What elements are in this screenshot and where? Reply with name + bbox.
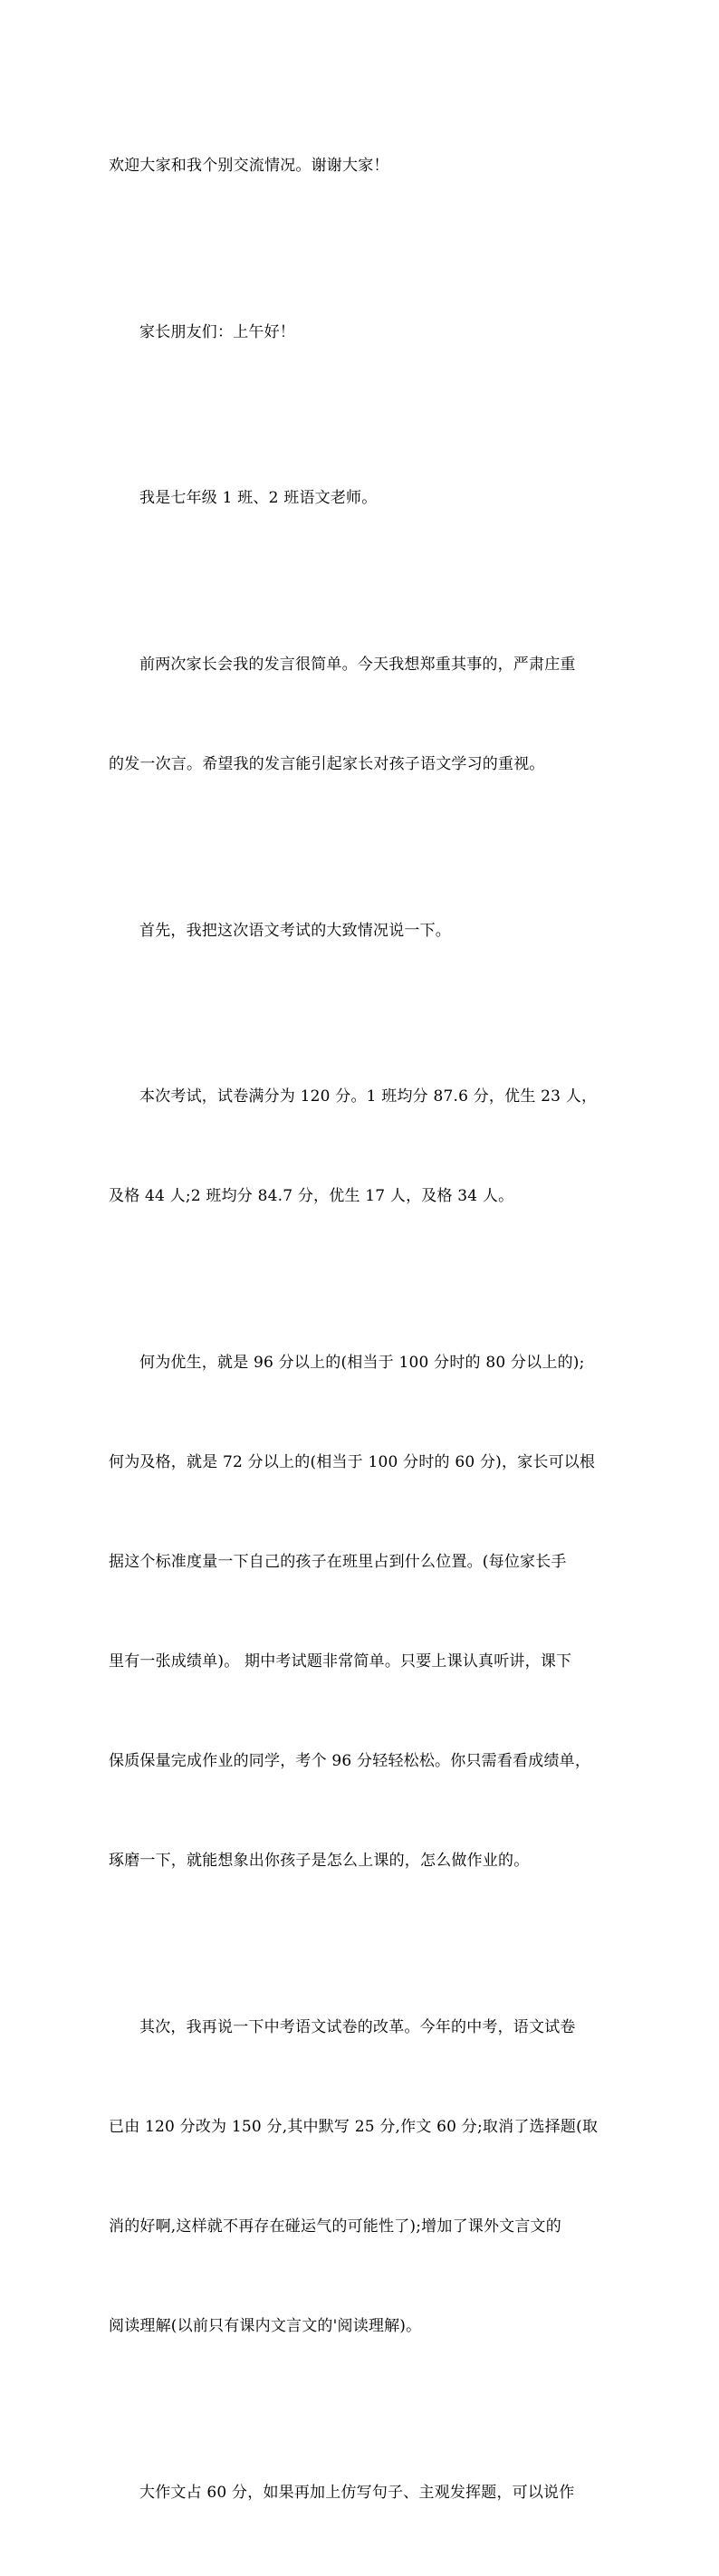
paragraph-closing [109,83,616,250]
paragraph-grade-standards [109,1279,616,1944]
paragraph-line: 里有一张成绩单)。 期中考试题非常简单。只要上课认真听讲，课下 [109,1652,572,1671]
paragraph-line: 已由 120 分改为 150 分,其中默写 25 分,作文 60 分;取消了选择题(取 [109,2117,599,2136]
paragraph-line: 琢磨一下，就能想象出你孩子是怎么上课的，怎么做作业的。 [109,1852,530,1871]
paragraph-reform [109,1944,616,2409]
paragraph-line: 何为优生，就是 96 分以上的(相当于 100 分时的 80 分以上的); [139,1353,585,1372]
document-body [109,83,616,2576]
paragraph-line: 消的好啊,这样就不再存在碰运气的可能性了);增加了课外文言文的 [109,2217,561,2236]
paragraph-exam-results [109,1014,616,1280]
paragraph-line: 据这个标准度量一下自己的孩子在班里占到什么位置。(每位家长手 [109,1552,567,1571]
paragraph-line: 阅读理解(以前只有课内文言文的'阅读理解)。 [109,2317,422,2336]
paragraph-line: 保质保量完成作业的同学，考个 96 分轻轻松松。你只需看看成绩单， [109,1752,591,1771]
paragraph-introduction [109,416,616,582]
paragraph-line: 前两次家长会我的发言很简单。今天我想郑重其事的，严肃庄重 [139,655,576,674]
paragraph-line: 其次，我再说一下中考语文试卷的改革。今年的中考，语文试卷 [139,2017,576,2036]
paragraph-greeting [109,250,616,417]
paragraph-first-point [109,847,616,1014]
paragraph-line: 本次考试，试卷满分为 120 分。1 班均分 87.6 分，优生 23 人， [139,1087,598,1106]
paragraph-line: 的发一次言。希望我的发言能引起家长对孩子语文学习的重视。 [109,755,545,774]
paragraph-purpose [109,582,616,848]
paragraph-line: 及格 44 人;2 班均分 84.7 分，优生 17 人，及格 34 人。 [109,1187,514,1206]
paragraph-line: 家长朋友们：上午好！ [139,322,295,341]
paragraph-line: 我是七年级 1 班、2 班语文老师。 [139,489,378,508]
paragraph-composition [109,2409,616,2576]
paragraph-line: 首先，我把这次语文考试的大致情况说一下。 [139,921,451,940]
paragraph-line: 欢迎大家和我个别交流情况。谢谢大家！ [109,157,389,176]
paragraph-line: 何为及格，就是 72 分以上的(相当于 100 分时的 60 分)，家长可以根 [109,1452,596,1471]
paragraph-line: 大作文占 60 分，如果再加上仿写句子、主观发挥题，可以说作 [139,2483,575,2502]
